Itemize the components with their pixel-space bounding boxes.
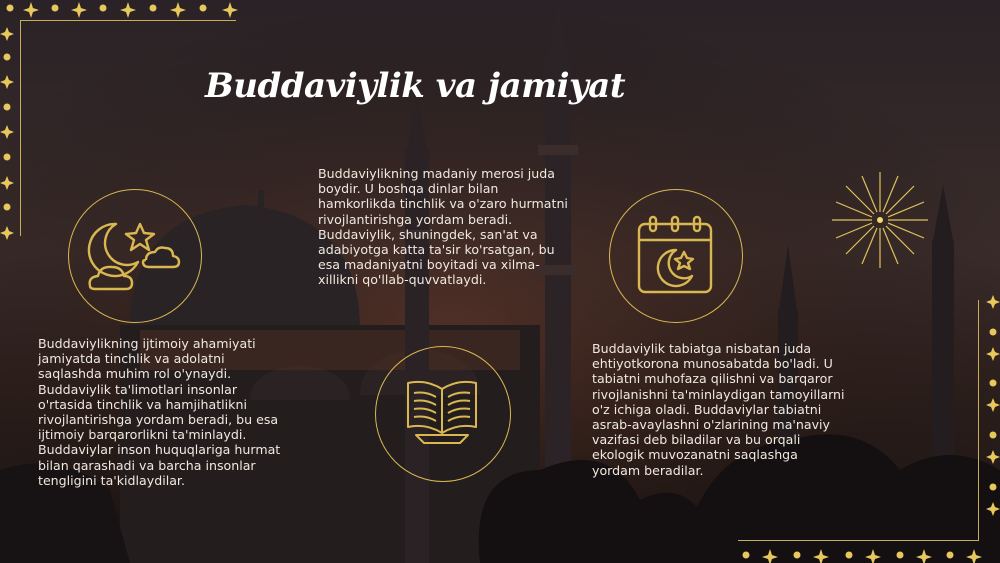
paragraph-nature: Buddaviylik tabiatga nisbatan juda ehtiyotkorona munosabatda bo'ladi. U tabiatni muhofaza qilishni va barqaror rivojlanishni ta'minlaydigan tamoyillarni o'z ichiga oladi. Buddaviylar tabiatni asrab-avaylashni o'zlarining ma'naviy vazifasi deb biladilar va bu orqali ekologik muvozanatni saqlashga yordam beradilar. (592, 341, 845, 478)
slide-title: Buddaviylik va jamiyat (205, 66, 626, 106)
firework-icon (828, 168, 932, 272)
open-book-icon (402, 375, 482, 447)
moon-stars-cloud-icon (86, 216, 182, 296)
calendar-crescent-icon (636, 214, 714, 296)
paragraph-cultural: Buddaviylikning madaniy merosi juda boydir. U boshqa dinlar bilan hamkorlikda tinchlik va o'zaro hurmatni rivojlantirishga yordam beradi. Buddaviylik, shuningdek, san'at va adabiyotga katta ta'sir ko'rsatgan, bu esa madaniyatni boyitadi va xilma-xillikni qo'llab-quvvatlaydi. (318, 166, 568, 288)
paragraph-social: Buddaviylikning ijtimoiy ahamiyati jamiyatda tinchlik va adolatni saqlashda muhim rol o'ynaydi. Buddaviylik ta'limotlari insonlar o'rtasida tinchlik va hamjihatlikni rivojlantirishga yordam beradi, bu esa ijtimoiy barqarorlikni ta'minlaydi. Buddaviylar inson huquqlariga hurmat bilan qarashadi va barcha insonlar tengligini ta'kidlaydilar. (38, 336, 281, 488)
